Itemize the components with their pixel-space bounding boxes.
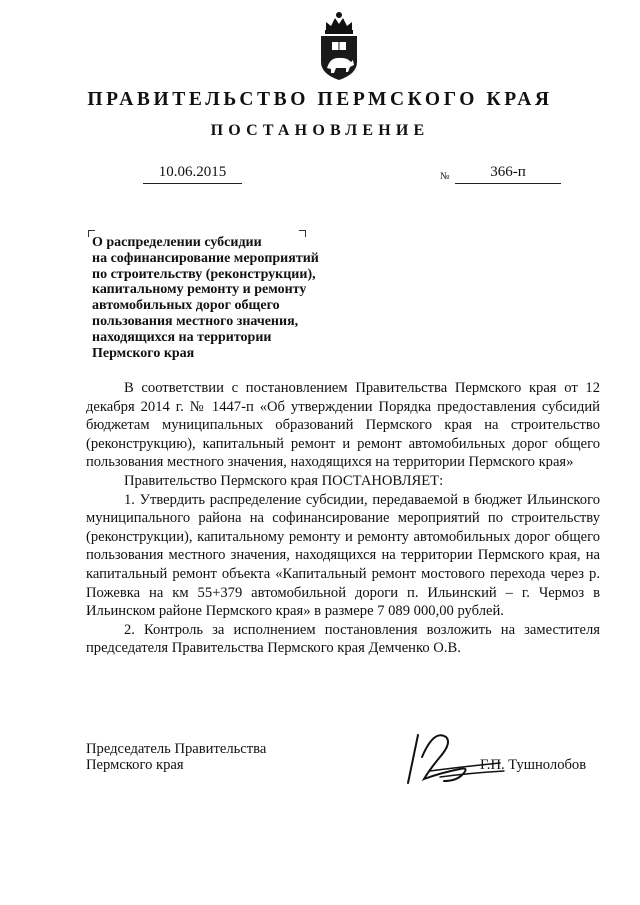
government-title: ПРАВИТЕЛЬСТВО ПЕРМСКОГО КРАЯ — [87, 89, 553, 110]
position-line: Пермского края — [86, 756, 184, 773]
signatory-position — [86, 742, 266, 774]
clause-1-paragraph: 1. Утвердить распределение субсидии, передаваемой в бюджет Ильинского муниципального района на софинансирование мероприятий по строительству (реконструкции), капитальному ремонту и ремонту автомобильных дорог общего пользования местного значения, находящихся на территории Пермского края, на капитальный ремонт объекта «Капитальный ремонт мостового перехода через р. Пожевка на км 55+379 автомобильной дороги п. Ильинский – г. Чермоз в Ильинском районе Пермского края» в размере 7 089 000,00 рублей. — [86, 491, 600, 620]
number-underline — [455, 183, 561, 184]
subject-line: О распределении субсидии — [92, 235, 262, 250]
position-line: Председатель Правительства — [86, 741, 267, 757]
number-sign: № — [440, 171, 450, 182]
subject-line: находящихся на территории — [92, 329, 272, 345]
clause-2-paragraph: 2. Контроль за исполнением постановления возложить на заместителя председателя Правительства Пермского края Демченко О.В. — [86, 621, 600, 657]
document-body — [86, 379, 600, 658]
subject-line: на софинансирование мероприятий — [92, 250, 319, 266]
resolution-paragraph: Правительство Пермского края ПОСТАНОВЛЯЕТ: — [124, 472, 444, 489]
preamble-paragraph: В соответствии с постановлением Правительства Пермского края от 12 декабря 2014 г. № 1447-п «Об утверждении Порядка предоставления субсидий бюджетам муниципальных образований Пермского края на строительство (реконструкцию), капитальный ремонт и ремонт автомобильных дорог общего пользования местного значения, находящихся на территории Пермского края» — [86, 380, 600, 471]
document-subject — [92, 235, 352, 361]
subject-line: Пермского края — [92, 345, 195, 361]
subject-line: по строительству (реконструкции), — [92, 266, 316, 282]
subject-line: пользования местного значения, — [92, 313, 299, 329]
signatory-name: Г.П. Тушнолобов — [480, 757, 587, 773]
document-type: ПОСТАНОВЛЕНИЕ — [210, 122, 430, 139]
subject-line: капитальному ремонту и ремонту — [92, 282, 307, 298]
document-date: 10.06.2015 — [158, 164, 227, 180]
document-number: 366-п — [490, 164, 526, 180]
subject-line: автомобильных дорог общего — [92, 298, 280, 314]
date-underline — [143, 183, 242, 184]
coat-of-arms-icon — [318, 10, 360, 82]
